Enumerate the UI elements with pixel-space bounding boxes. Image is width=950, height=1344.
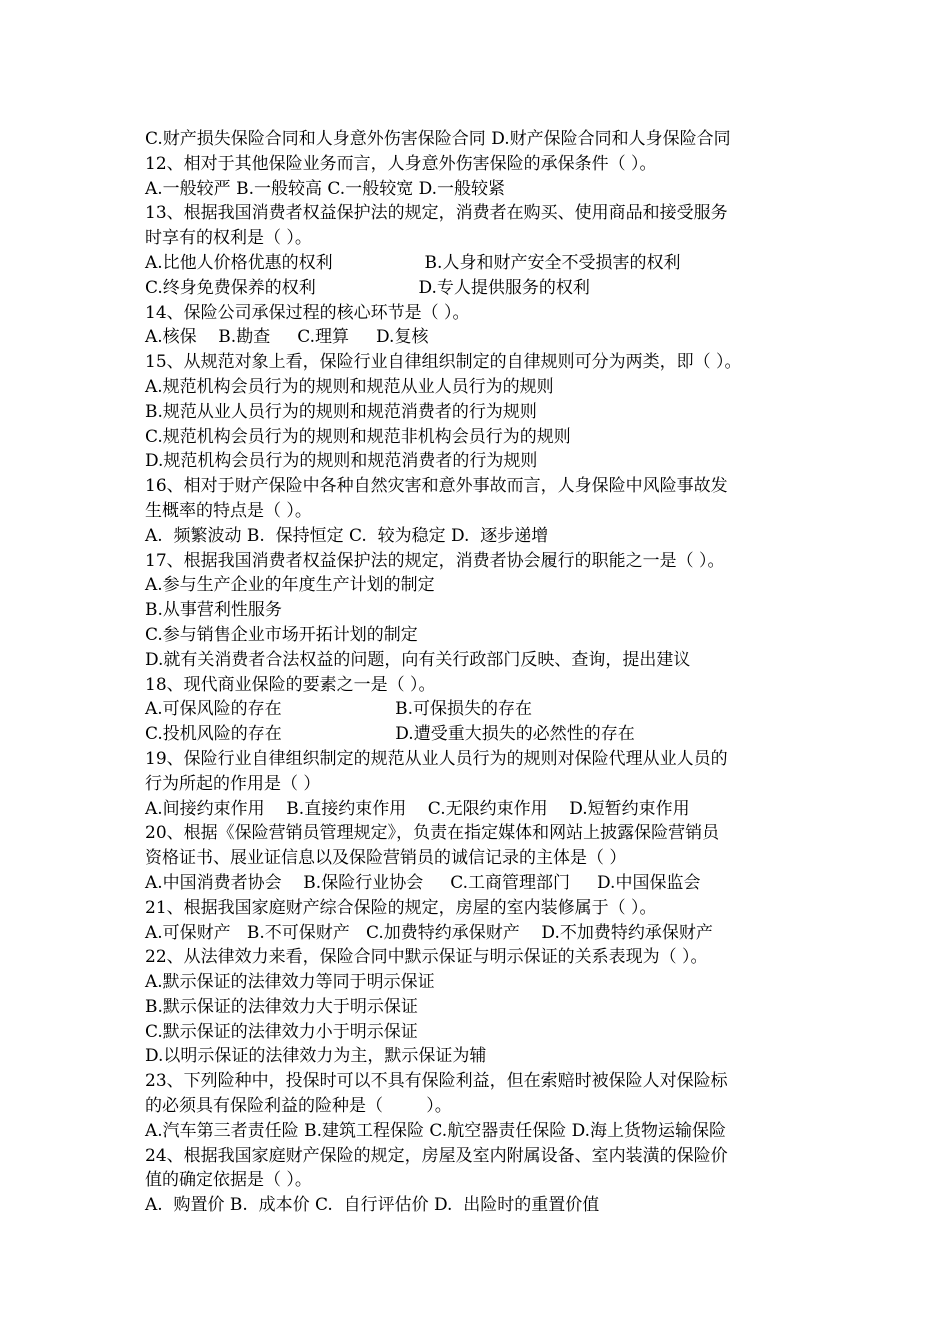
text-line: D.以明示保证的法律效力为主，默示保证为辅: [145, 1046, 487, 1067]
text-line: 22、从法律效力来看，保险合同中默示保证与明示保证的关系表现为（ ）。: [145, 947, 708, 968]
text-line: C.默示保证的法律效力小于明示保证: [145, 1021, 418, 1042]
text-line: C.终身免费保养的权利 D.专人提供服务的权利: [145, 277, 590, 298]
text-line: A.间接约束作用 B.直接约束作用 C.无限约束作用 D.短暂约束作用: [145, 798, 690, 819]
text-line: A.参与生产企业的年度生产计划的制定: [145, 575, 435, 596]
text-line: 21、根据我国家庭财产综合保险的规定，房屋的室内装修属于（ ）。: [145, 897, 657, 918]
text-line: B.默示保证的法律效力大于明示保证: [145, 996, 418, 1017]
text-line: D.规范机构会员行为的规则和规范消费者的行为规则: [145, 451, 538, 472]
text-line: 12、相对于其他保险业务而言，人身意外伤害保险的承保条件（ ）。: [145, 153, 657, 174]
document-page: [145, 127, 825, 1218]
text-line: 行为所起的作用是（ ）: [145, 773, 321, 794]
text-line: A.默示保证的法律效力等同于明示保证: [145, 972, 435, 993]
text-line: 20、根据《保险营销员管理规定》，负责在指定媒体和网站上披露保险营销员: [145, 823, 720, 844]
text-line: A.中国消费者协会 B.保险行业协会 C.工商管理部门 D.中国保监会: [145, 872, 701, 893]
text-line: C.规范机构会员行为的规则和规范非机构会员行为的规则: [145, 426, 571, 447]
text-line: 17、根据我国消费者权益保护法的规定，消费者协会履行的职能之一是（ ）。: [145, 550, 725, 571]
text-line: 15、从规范对象上看，保险行业自律组织制定的自律规则可分为两类，即（ ）。: [145, 352, 742, 373]
text-line: A.规范机构会员行为的规则和规范从业人员行为的规则: [145, 376, 554, 397]
text-line: 的必须具有保险利益的险种是（ ）。: [145, 1096, 452, 1117]
text-line: B.规范从业人员行为的规则和规范消费者的行为规则: [145, 401, 537, 422]
text-line: A.汽车第三者责任险 B.建筑工程保险 C.航空器责任保险 D.海上货物运输保险: [145, 1120, 727, 1141]
text-line: C.财产损失保险合同和人身意外伤害保险合同 D.财产保险合同和人身保险合同: [145, 129, 731, 149]
text-line: A.比他人价格优惠的权利 B.人身和财产安全不受损害的权利: [145, 252, 681, 273]
text-line: 24、根据我国家庭财产保险的规定，房屋及室内附属设备、室内装潢的保险价: [145, 1145, 728, 1166]
text-line: A. 购置价 B. 成本价 C. 自行评估价 D. 出险时的重置价值: [145, 1195, 600, 1216]
text-line: D.就有关消费者合法权益的问题，向有关行政部门反映、查询，提出建议: [145, 649, 691, 670]
text-line: 14、保险公司承保过程的核心环节是（ ）。: [145, 302, 470, 323]
text-line: 19、保险行业自律组织制定的规范从业人员行为的规则对保险代理从业人员的: [145, 748, 728, 769]
text-line: 18、现代商业保险的要素之一是（ ）。: [145, 674, 436, 695]
text-line: 13、根据我国消费者权益保护法的规定，消费者在购买、使用商品和接受服务: [145, 203, 728, 224]
text-line: 23、下列险种中，投保时可以不具有保险利益，但在索赔时被保险人对保险标: [145, 1071, 728, 1092]
text-line: 资格证书、展业证信息以及保险营销员的诚信记录的主体是（ ）: [145, 848, 627, 869]
text-line: A.可保财产 B.不可保财产 C.加费特约承保财产 D.不加费特约承保财产: [145, 922, 713, 943]
text-line: A. 频繁波动 B. 保持恒定 C. 较为稳定 D. 逐步递增: [145, 525, 549, 546]
text-line: A.核保 B.勘查 C.理算 D.复核: [145, 327, 429, 348]
text-line: 16、相对于财产保险中各种自然灾害和意外事故而言，人身保险中风险事故发: [145, 476, 728, 497]
text-line: C.投机风险的存在 D.遭受重大损失的必然性的存在: [145, 724, 635, 745]
text-line: A.可保风险的存在 B.可保损失的存在: [145, 699, 533, 720]
text-line: 时享有的权利是（ ）。: [145, 228, 312, 249]
text-line: A.一般较严 B.一般较高 C.一般较宽 D.一般较紧: [145, 178, 506, 199]
text-line: C.参与销售企业市场开拓计划的制定: [145, 624, 418, 645]
text-line: 生概率的特点是（ ）。: [145, 500, 312, 521]
text-line: 值的确定依据是（ ）。: [145, 1170, 312, 1191]
text-line: B.从事营利性服务: [145, 600, 282, 621]
